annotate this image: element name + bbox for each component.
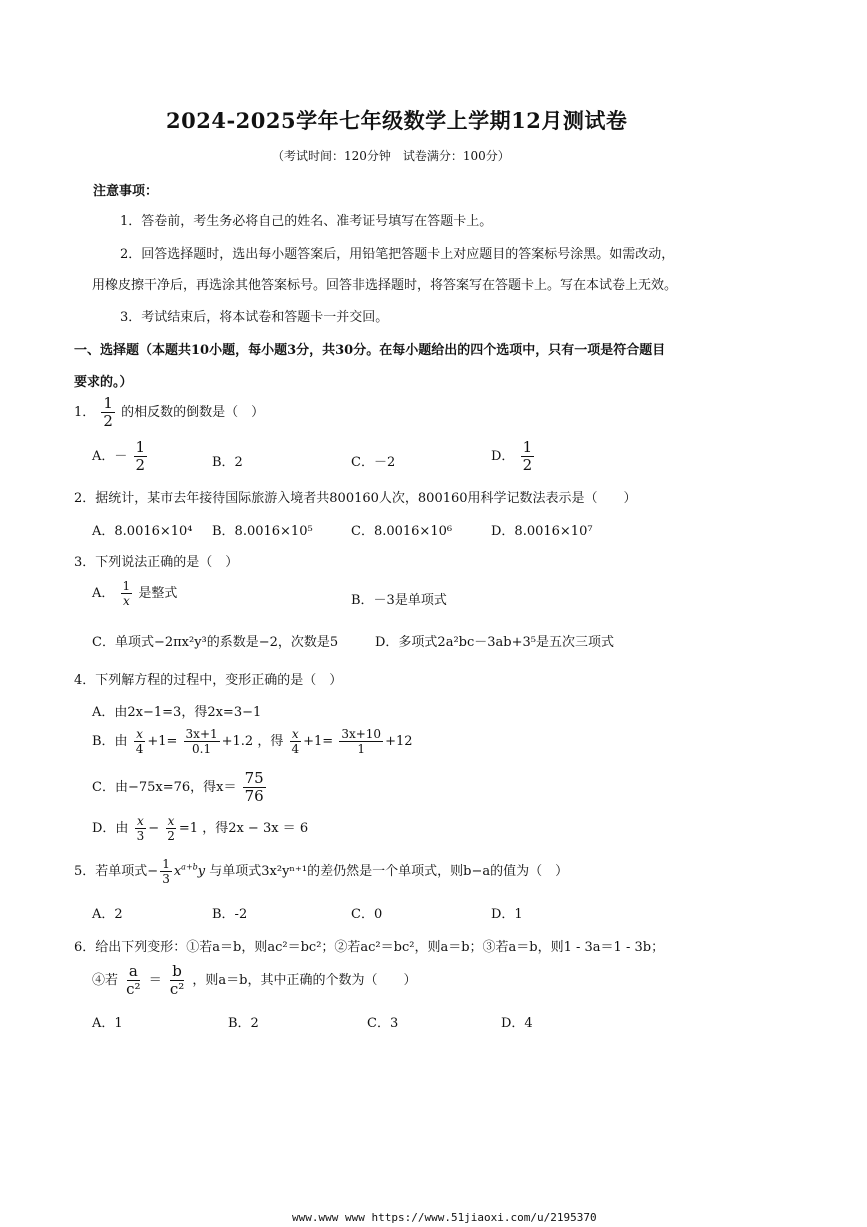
q5-option-b: B．-2 — [212, 907, 248, 922]
q2-option-d: D．8.0016×10⁷ — [491, 524, 593, 539]
q3-option-d: D．多项式2a²bc－3ab+3⁵是五次三项式 — [375, 635, 614, 650]
q4-option-c: C．由−75x=76，得x＝ $\frac{75}{76}$ — [92, 769, 264, 805]
q2-option-b: B．8.0016×10⁵ — [212, 524, 313, 539]
q4-option-a: A．由2x−1=3，得2x=3−1 — [92, 705, 262, 720]
question-4: 4．下列解方程的过程中，变形正确的是（ ） — [74, 673, 343, 688]
note-3: 3．考试结束后，将本试卷和答题卡一并交回。 — [120, 310, 389, 325]
note-2b: 用橡皮擦干净后，再选涂其他答案标号。回答非选择题时，将答案写在答题卡上。写在本试卷上无效。 — [92, 278, 678, 293]
note-1: 1．答卷前，考生务必将自己的姓名、准考证号填写在答题卡上。 — [120, 214, 493, 229]
q5-option-c: C．0 — [351, 907, 383, 922]
question-6-line1: 6．给出下列变形：①若a＝b，则ac²＝bc²；②若ac²＝bc²，则a＝b；③若a＝b，则1 - 3a＝1 - 3b； — [74, 940, 665, 955]
q1-option-a: A．－ $\frac{1}{2}$ — [92, 438, 146, 474]
q1-option-c: C．－2 — [351, 455, 396, 470]
question-3: 3．下列说法正确的是（ ） — [74, 555, 239, 570]
section-heading-line1: 一、选择题（本题共10小题，每小题3分，共30分。在每小题给出的四个选项中，只有一项是符合题目 — [74, 343, 666, 358]
q4-option-b: B．由 $\frac{x}{4}$ +1= $\frac{3x+1}{0.1}$ +1.2 ，得 $\frac{x}{4}$ +1= $\frac{3x+10}{1}$ +12 — [92, 727, 413, 756]
q1-option-b: B．2 — [212, 455, 243, 470]
footer-watermark-url[interactable]: www.www www https://www.51jiaoxi.com/u/2195370 — [292, 1211, 597, 1224]
fraction: $\frac{1}{2}$ — [103, 394, 113, 430]
question-5: 5．若单项式− $\frac{1}{3}$ $x^{a+b}y$ 与单项式3x²yⁿ⁺¹的差仍然是一个单项式，则b−a的值为（ ） — [74, 857, 569, 886]
q6-option-a: A．1 — [92, 1016, 123, 1031]
question-2: 2．据统计，某市去年接待国际旅游入境者共800160人次，800160用科学记数法表示是（ ） — [74, 491, 637, 506]
notes-heading: 注意事项： — [93, 184, 159, 199]
section-heading-line2: 要求的。） — [74, 375, 133, 390]
question-text: 的相反数的倒数是（ ） — [121, 405, 265, 420]
q6-option-b: B．2 — [228, 1016, 259, 1031]
question-1 — [74, 396, 264, 429]
question-number: 1． — [74, 405, 96, 420]
q3-option-b: B．－3是单项式 — [351, 593, 447, 608]
q2-option-c: C．8.0016×10⁶ — [351, 524, 453, 539]
q3-option-a: A． $\frac{1}{x}$ 是整式 — [92, 579, 178, 608]
page-title: 2024-2025学年七年级数学上学期12月测试卷 — [166, 108, 628, 133]
q4-option-d: D．由 $\frac{x}{3}$ − $\frac{x}{2}$ =1 ，得2x − 3x ＝ 6 — [92, 814, 309, 843]
q3-option-c: C．单项式−2πx²y³的系数是−2，次数是5 — [92, 635, 339, 650]
q6-option-d: D．4 — [501, 1016, 533, 1031]
question-6-line2: ④若 $\frac{a}{\text{c²}}$ ＝ $\frac{b}{\text{c²}}$ ，则a＝b，其中正确的个数为（ ） — [92, 962, 417, 998]
q2-option-a: A．8.0016×10⁴ — [92, 524, 193, 539]
q5-option-a: A．2 — [92, 907, 123, 922]
q6-option-c: C．3 — [367, 1016, 399, 1031]
exam-info: （考试时间：120分钟 试卷满分：100分） — [272, 149, 510, 163]
note-2a: 2．回答选择题时，选出每小题答案后，用铅笔把答题卡上对应题目的答案标号涂黑。如需改动， — [120, 247, 675, 262]
q5-option-d: D．1 — [491, 907, 523, 922]
q1-option-d: D． $\frac{1}{2}$ — [491, 438, 533, 474]
